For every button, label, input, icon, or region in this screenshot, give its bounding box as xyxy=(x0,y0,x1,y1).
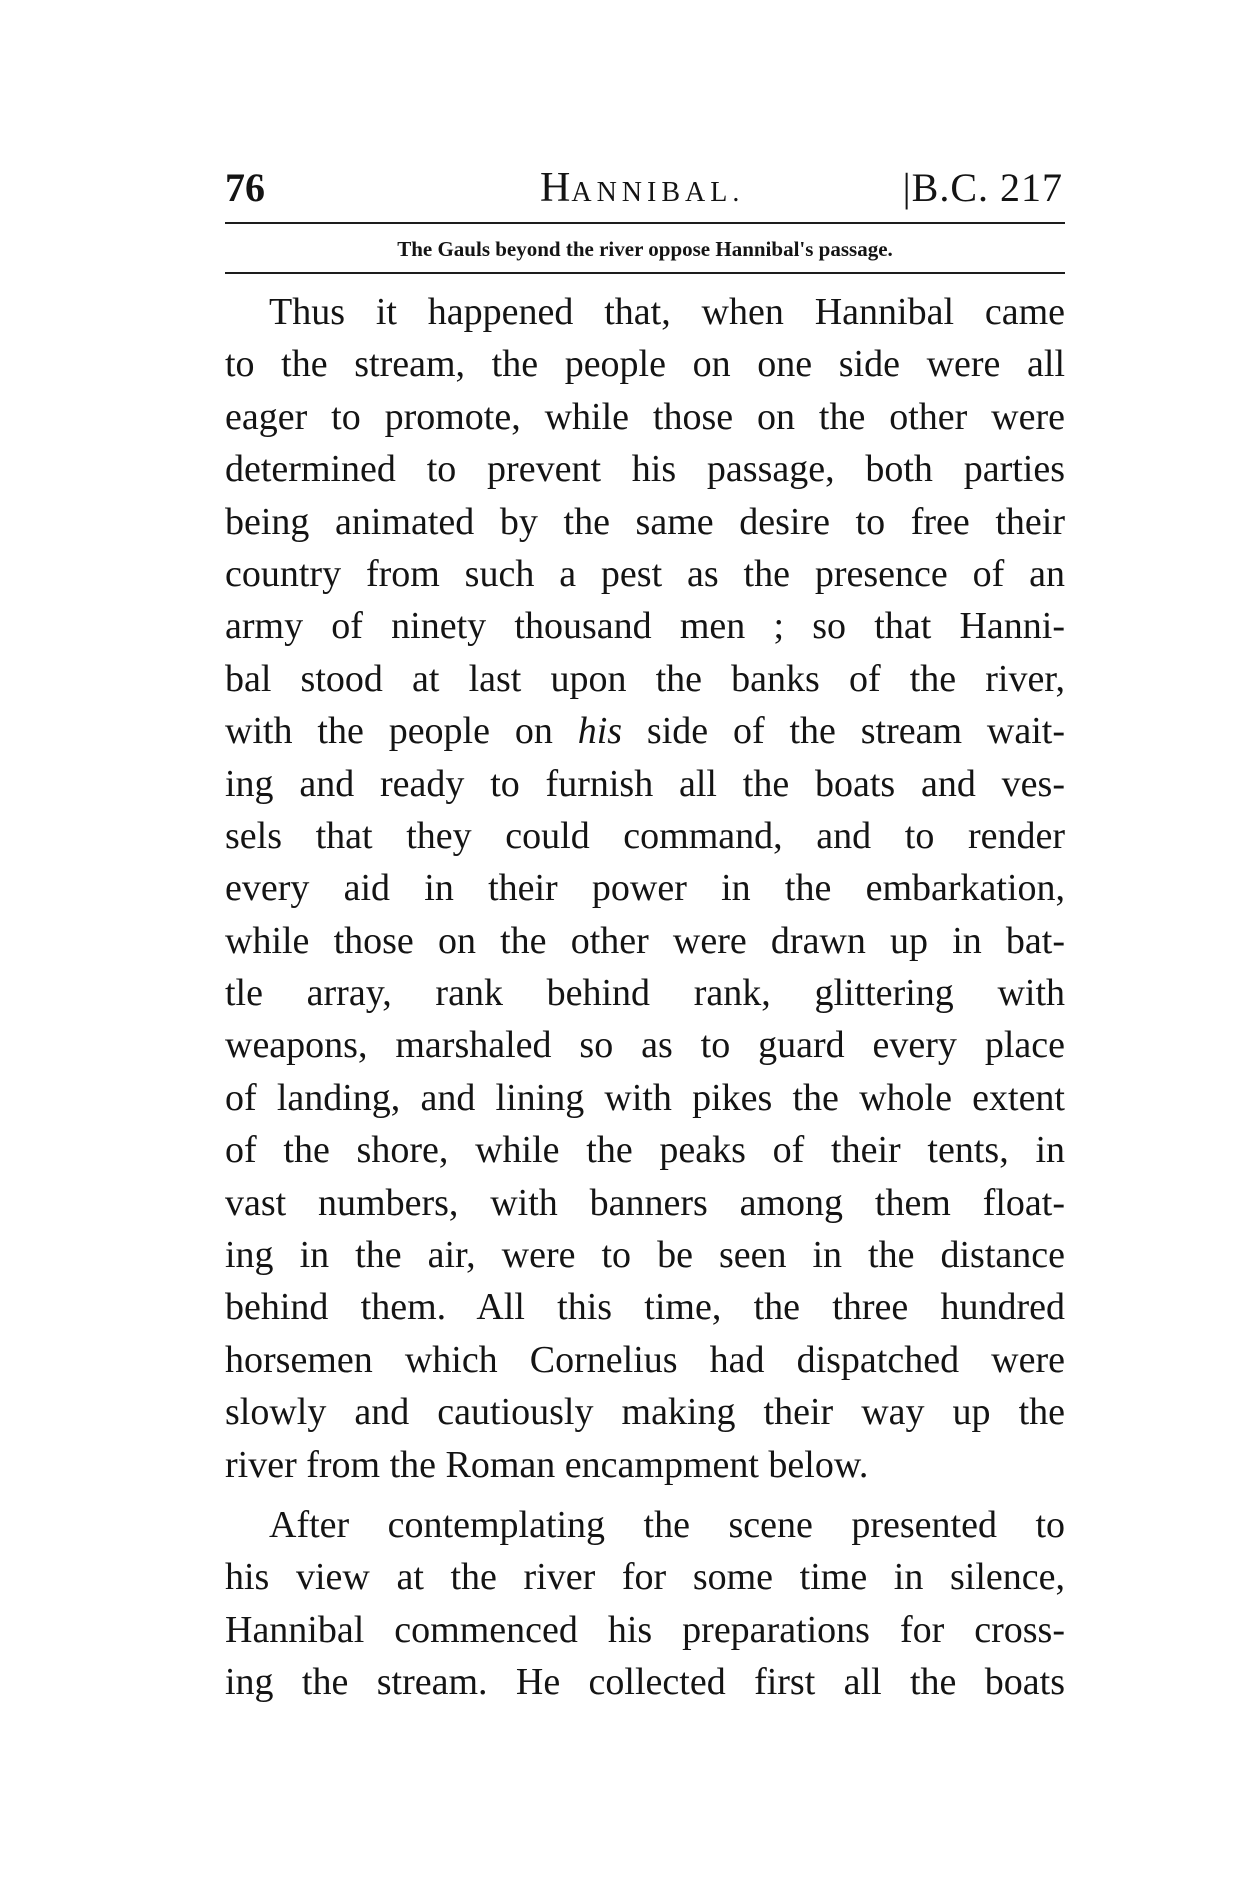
running-header xyxy=(225,160,1065,216)
text-line: determined to prevent his passage, both parties xyxy=(225,448,1065,491)
text-line: his view at the river for some time in silence, xyxy=(225,1556,1065,1599)
header-rule-bottom xyxy=(225,272,1065,274)
page-number: 76 xyxy=(225,165,265,210)
italic-word: his xyxy=(577,710,623,753)
section-summary: The Gauls beyond the river oppose Hannibal's passage. xyxy=(397,237,893,261)
text-line: ing the stream. He collected first all the boats xyxy=(225,1661,1065,1704)
text-line: behind them. All this time, the three hundred xyxy=(225,1286,1065,1329)
text-line: vast numbers, with banners among them float- xyxy=(225,1181,1065,1224)
text-line-with-italic xyxy=(225,705,1065,757)
text-line: Thus it happened that, when Hannibal came xyxy=(269,291,1065,333)
text-line: ing in the air, were to be seen in the distance xyxy=(225,1234,1065,1277)
running-title-initial: H xyxy=(540,165,572,211)
running-title-rest: ANNIBAL. xyxy=(571,177,745,208)
text-segment: with the people on xyxy=(225,710,578,753)
text-line: of landing, and lining with pikes the whole extent xyxy=(225,1076,1065,1119)
body-text xyxy=(225,286,1065,1709)
text-line: weapons, marshaled so as to guard every place xyxy=(225,1024,1065,1067)
text-line: tle array, rank behind rank, glittering with xyxy=(225,972,1065,1015)
text-line: After contemplating the scene presented to xyxy=(269,1503,1065,1546)
text-line: being animated by the same desire to free their xyxy=(225,500,1065,543)
text-line: horsemen which Cornelius had dispatched were xyxy=(225,1338,1065,1381)
text-line: country from such a pest as the presence of an xyxy=(225,552,1065,595)
text-line: eager to promote, while those on the other were xyxy=(225,395,1065,438)
text-line: army of ninety thousand men ; so that Hanni- xyxy=(225,605,1065,648)
text-line: to the stream, the people on one side were all xyxy=(225,343,1065,386)
text-line: ing and ready to furnish all the boats and ves- xyxy=(225,762,1065,805)
header-rule-top xyxy=(225,222,1065,224)
text-line: river from the Roman encampment below. xyxy=(225,1443,869,1486)
text-line: bal stood at last upon the banks of the river, xyxy=(225,657,1065,700)
paragraph-2 xyxy=(225,1499,1065,1709)
text-line: Hannibal commenced his preparations for cross- xyxy=(225,1608,1065,1651)
text-line: slowly and cautiously making their way up the xyxy=(225,1391,1065,1434)
paragraph-1 xyxy=(225,286,1065,1491)
date-range: |B.C. 217 xyxy=(902,165,1063,210)
running-title xyxy=(540,160,744,221)
text-segment: side of the stream wait- xyxy=(622,710,1065,753)
text-line: every aid in their power in the embarkation, xyxy=(225,867,1065,910)
text-line: while those on the other were drawn up in bat- xyxy=(225,919,1065,962)
text-line: of the shore, while the peaks of their tents, in xyxy=(225,1129,1065,1172)
text-line: sels that they could command, and to render xyxy=(225,814,1065,857)
